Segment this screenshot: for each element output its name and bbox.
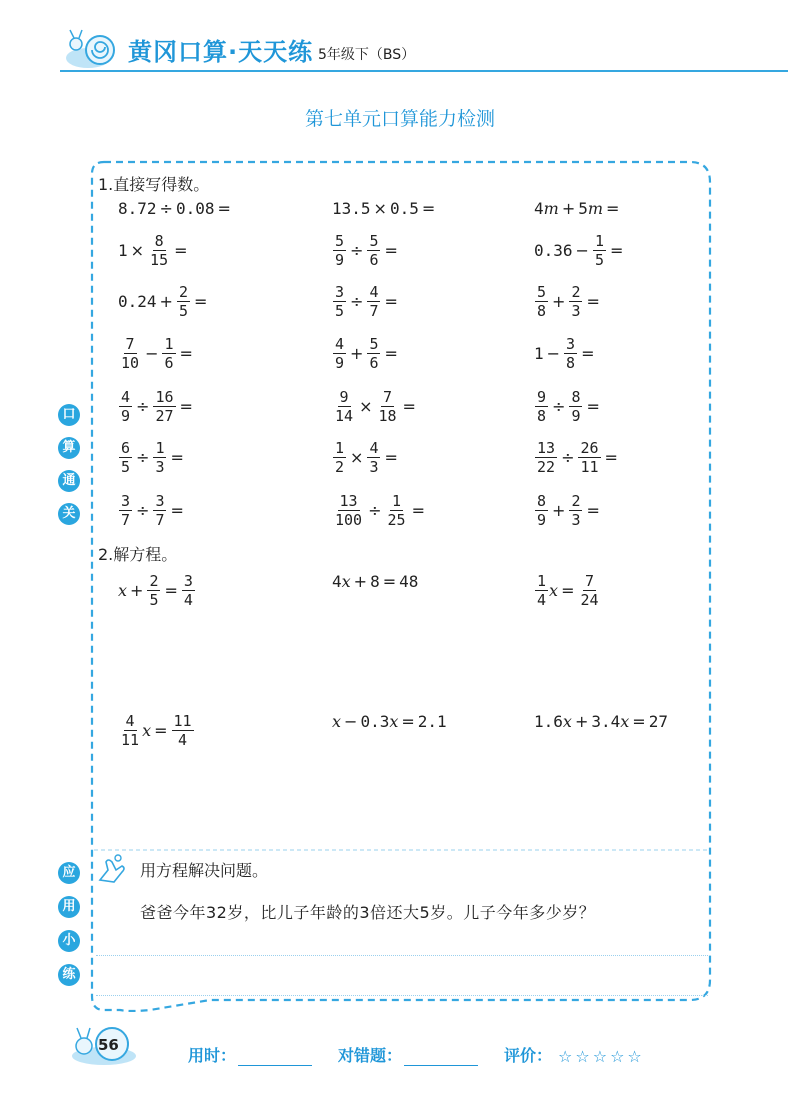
- variable: x: [620, 712, 630, 731]
- numerator: 4: [369, 439, 379, 457]
- fraction: [119, 335, 141, 372]
- numerator: 4: [125, 712, 135, 730]
- operator: =: [586, 501, 600, 520]
- operator: =: [401, 712, 415, 731]
- section2-problem-1-0: [118, 712, 195, 749]
- operator: =: [586, 397, 600, 416]
- numerator: 1: [335, 439, 345, 457]
- section1-problem-6-1: [332, 492, 428, 529]
- number: 1.6: [534, 712, 563, 731]
- operator: =: [561, 581, 575, 600]
- denominator: 9: [335, 251, 345, 269]
- fraction: [333, 335, 346, 372]
- number: 0.24: [118, 292, 157, 311]
- denominator: 14: [335, 407, 354, 425]
- denominator: 6: [164, 354, 174, 372]
- denominator: 5: [149, 591, 159, 609]
- operator: =: [609, 241, 624, 260]
- operator: ÷: [136, 501, 150, 520]
- side-tab-bottom-1: 用: [58, 896, 80, 918]
- operator: ÷: [368, 501, 382, 520]
- section2-problem-1-2: [534, 712, 668, 731]
- side-tab-bottom-2: 小: [58, 930, 80, 952]
- fraction: [578, 439, 600, 476]
- section1-problem-0-2: [534, 199, 622, 218]
- operator: =: [402, 397, 416, 416]
- section1-problem-2-0: [118, 283, 210, 320]
- section1-problem-6-2: [534, 492, 603, 529]
- operator: =: [384, 241, 398, 260]
- variable: x: [562, 712, 572, 731]
- numerator: 4: [121, 388, 131, 406]
- operator: +: [561, 199, 576, 218]
- denominator: 6: [369, 251, 379, 269]
- numerator: 8: [537, 492, 547, 510]
- fraction: [367, 232, 380, 269]
- variable: x: [118, 581, 128, 600]
- denominator: 3: [369, 458, 379, 476]
- operator: −: [344, 712, 358, 731]
- denominator: 6: [369, 354, 379, 372]
- fraction: [182, 572, 195, 609]
- numerator: 26: [580, 439, 599, 457]
- operator: =: [384, 292, 398, 311]
- section1-heading: 1.直接写得数。: [98, 175, 210, 194]
- numerator: 7: [584, 572, 595, 590]
- operator: ÷: [561, 448, 575, 467]
- time-label: 用时：: [188, 1046, 237, 1065]
- numerator: 5: [369, 335, 379, 353]
- fraction: [569, 283, 582, 320]
- fraction: [386, 492, 408, 529]
- operator: =: [217, 199, 231, 218]
- operator: +: [353, 572, 368, 591]
- fraction: [569, 388, 582, 425]
- answer-line-1: [96, 955, 708, 956]
- section1-problem-4-0: [118, 388, 196, 425]
- number: 1: [534, 344, 544, 363]
- numerator: 13: [339, 492, 358, 510]
- numerator: 7: [125, 335, 135, 353]
- number: 27: [648, 712, 668, 731]
- variable: m: [543, 199, 559, 218]
- numerator: 13: [537, 439, 556, 457]
- fraction: [376, 388, 398, 425]
- footer-bar: [188, 1043, 645, 1066]
- number: 0.36: [534, 241, 573, 260]
- side-tab-bottom-3: 练: [58, 964, 80, 986]
- numerator: 11: [173, 712, 192, 730]
- fraction: [535, 388, 548, 425]
- fraction: [153, 492, 166, 529]
- operator: ÷: [350, 292, 364, 311]
- denominator: 27: [155, 407, 174, 425]
- denominator: 4: [537, 591, 547, 609]
- numerator: 3: [335, 283, 345, 301]
- section1-problem-4-2: [534, 388, 603, 425]
- time-blank[interactable]: [238, 1065, 312, 1066]
- operator: −: [145, 344, 159, 363]
- operator: =: [632, 712, 646, 731]
- number: 48: [399, 572, 419, 591]
- section1-problem-5-0: [118, 439, 187, 476]
- denominator: 25: [387, 511, 406, 529]
- numerator: 1: [537, 572, 547, 590]
- number: 1: [118, 241, 128, 260]
- rating-stars[interactable]: ☆☆☆☆☆: [558, 1047, 645, 1066]
- section1-problem-2-1: [332, 283, 401, 320]
- fraction: [119, 388, 132, 425]
- variable: m: [587, 199, 604, 218]
- denominator: 10: [121, 354, 140, 372]
- operator: +: [159, 292, 173, 311]
- variable: x: [549, 581, 559, 600]
- section1-problem-6-0: [118, 492, 187, 529]
- section1-problem-3-1: [332, 335, 401, 372]
- variable: x: [142, 721, 152, 740]
- numerator: 2: [571, 283, 581, 301]
- number: 3.4: [591, 712, 621, 731]
- denominator: 4: [178, 731, 188, 749]
- operator: ÷: [136, 448, 150, 467]
- denominator: 15: [150, 251, 169, 269]
- denominator: 7: [369, 302, 379, 320]
- denominator: 9: [121, 407, 131, 425]
- numerator: 3: [155, 492, 165, 510]
- errors-blank[interactable]: [404, 1065, 478, 1066]
- denominator: 2: [335, 458, 345, 476]
- page-title: 第七单元口算能力检测: [304, 108, 495, 130]
- numerator: 2: [149, 572, 159, 590]
- number: 0.3: [360, 712, 390, 731]
- operator: =: [174, 241, 188, 260]
- denominator: 8: [537, 407, 547, 425]
- side-tab-top-0: 口: [58, 404, 80, 426]
- rating-label: 评价：: [504, 1046, 553, 1065]
- operator: =: [606, 199, 620, 218]
- denominator: 18: [378, 407, 397, 425]
- side-tab-top-2: 通: [58, 470, 80, 492]
- operator: +: [574, 712, 589, 731]
- denominator: 5: [594, 251, 604, 269]
- numerator: 16: [155, 388, 174, 406]
- brand-title: 黄冈口算·天天练: [128, 38, 314, 66]
- section1-problem-3-2: [534, 335, 597, 372]
- denominator: 5: [335, 302, 345, 320]
- fraction: [569, 492, 582, 529]
- section2-problem-1-1: [332, 712, 447, 731]
- denominator: 22: [537, 458, 556, 476]
- denominator: 8: [537, 302, 547, 320]
- denominator: 4: [183, 591, 193, 609]
- application-heading: 用方程解决问题。: [140, 861, 269, 880]
- number: 8.72: [118, 199, 157, 218]
- fraction: [177, 283, 190, 320]
- numerator: 8: [154, 232, 164, 250]
- numerator: 8: [571, 388, 581, 406]
- number: 2.1: [417, 712, 447, 731]
- operator: =: [384, 344, 398, 363]
- numerator: 2: [178, 283, 188, 301]
- numerator: 3: [183, 572, 193, 590]
- denominator: 11: [580, 458, 599, 476]
- fraction: [535, 572, 548, 609]
- operator: +: [552, 501, 566, 520]
- fraction: [367, 283, 380, 320]
- denominator: 3: [571, 302, 581, 320]
- number: 0.08: [175, 199, 215, 218]
- fraction: [535, 492, 548, 529]
- fraction: [119, 492, 132, 529]
- section1-problem-2-2: [534, 283, 603, 320]
- numerator: 7: [382, 388, 393, 406]
- number: 4: [534, 199, 544, 218]
- page-number: 56: [98, 1036, 119, 1054]
- section1-problem-3-0: [118, 335, 196, 372]
- number: 13.5: [332, 199, 371, 218]
- operator: =: [179, 344, 193, 363]
- section2-problem-0-2: [534, 572, 602, 609]
- operator: =: [581, 344, 595, 363]
- fraction: [367, 335, 380, 372]
- fraction: [593, 232, 606, 269]
- denominator: 8: [566, 354, 576, 372]
- section1-problem-4-1: [332, 388, 419, 425]
- fraction: [333, 232, 346, 269]
- operator: =: [170, 448, 184, 467]
- operator: ÷: [136, 397, 150, 416]
- operator: −: [575, 241, 589, 260]
- operator: =: [154, 721, 168, 740]
- numerator: 1: [392, 492, 402, 510]
- fraction: [535, 283, 548, 320]
- side-tab-bottom-0: 应: [58, 862, 80, 884]
- operator: ×: [373, 199, 387, 218]
- side-tab-top-3: 关: [58, 503, 80, 525]
- numerator: 9: [537, 388, 547, 406]
- operator: ×: [350, 448, 364, 467]
- side-tab-top-1: 算: [58, 437, 80, 459]
- numerator: 4: [335, 335, 345, 353]
- operator: =: [586, 292, 600, 311]
- denominator: 24: [580, 591, 599, 609]
- section1-problem-5-1: [332, 439, 401, 476]
- numerator: 1: [594, 232, 604, 250]
- fraction: [578, 572, 600, 609]
- fraction: [162, 335, 175, 372]
- fraction: [564, 335, 577, 372]
- numerator: 3: [121, 492, 131, 510]
- variable: x: [332, 712, 342, 731]
- operator: ÷: [159, 199, 173, 218]
- variable: x: [389, 712, 399, 731]
- numerator: 4: [369, 283, 379, 301]
- fraction: [147, 572, 160, 609]
- denominator: 5: [178, 302, 188, 320]
- operator: −: [546, 344, 561, 363]
- operator: +: [552, 292, 566, 311]
- fraction: [119, 439, 132, 476]
- numerator: 9: [339, 388, 349, 406]
- number: 4: [332, 572, 342, 591]
- operator: ×: [130, 241, 145, 260]
- section1-problem-0-0: [118, 199, 234, 218]
- denominator: 5: [121, 458, 131, 476]
- fraction: [153, 439, 166, 476]
- denominator: 7: [155, 511, 165, 529]
- operator: =: [604, 448, 618, 467]
- section2-problem-0-1: [332, 572, 418, 591]
- section1-problem-0-1: [332, 199, 438, 218]
- fraction: [535, 439, 557, 476]
- header-rule: [60, 70, 788, 72]
- denominator: 9: [335, 354, 345, 372]
- numerator: 5: [537, 283, 547, 301]
- errors-label: 对错题：: [338, 1046, 403, 1065]
- section2-problem-0-0: [118, 572, 196, 609]
- numerator: 2: [571, 492, 581, 510]
- variable: x: [341, 572, 351, 591]
- number: 8: [370, 572, 380, 591]
- answer-line-2: [96, 995, 708, 996]
- section2-heading: 2.解方程。: [98, 545, 178, 564]
- fraction: [172, 712, 194, 749]
- number: 5: [578, 199, 588, 218]
- number: 0.5: [389, 199, 419, 218]
- numerator: 3: [566, 335, 576, 353]
- operator: =: [193, 292, 208, 311]
- fraction: [148, 232, 170, 269]
- denominator: 100: [335, 511, 363, 529]
- fraction: [119, 712, 141, 749]
- operator: =: [384, 448, 398, 467]
- operator: ÷: [552, 397, 566, 416]
- operator: =: [421, 199, 436, 218]
- numerator: 6: [121, 439, 131, 457]
- operator: =: [179, 397, 193, 416]
- operator: =: [170, 501, 184, 520]
- section1-problem-5-2: [534, 439, 621, 476]
- fraction: [333, 283, 346, 320]
- operator: =: [382, 572, 397, 591]
- section1-problem-1-0: [118, 232, 191, 269]
- application-question: 爸爸今年32岁，比儿子年龄的3倍还大5岁。儿子今年多少岁？: [140, 903, 596, 922]
- section1-problem-1-1: [332, 232, 401, 269]
- operator: ÷: [350, 241, 364, 260]
- fraction: [333, 439, 346, 476]
- denominator: 3: [571, 511, 581, 529]
- grade-label: 5年级下（BS）: [318, 47, 416, 63]
- numerator: 1: [155, 439, 165, 457]
- numerator: 1: [164, 335, 174, 353]
- operator: +: [130, 581, 144, 600]
- operator: =: [411, 501, 425, 520]
- fraction: [367, 439, 380, 476]
- denominator: 9: [537, 511, 547, 529]
- fraction: [153, 388, 175, 425]
- denominator: 9: [571, 407, 581, 425]
- numerator: 5: [369, 232, 379, 250]
- operator: +: [350, 344, 364, 363]
- numerator: 5: [335, 232, 345, 250]
- fraction: [333, 492, 364, 529]
- denominator: 7: [121, 511, 131, 529]
- pointing-hand-icon: [94, 852, 128, 886]
- operator: =: [164, 581, 178, 600]
- denominator: 3: [155, 458, 165, 476]
- fraction: [333, 388, 355, 425]
- denominator: 11: [121, 731, 140, 749]
- operator: ×: [359, 397, 373, 416]
- section1-problem-1-2: [534, 232, 626, 269]
